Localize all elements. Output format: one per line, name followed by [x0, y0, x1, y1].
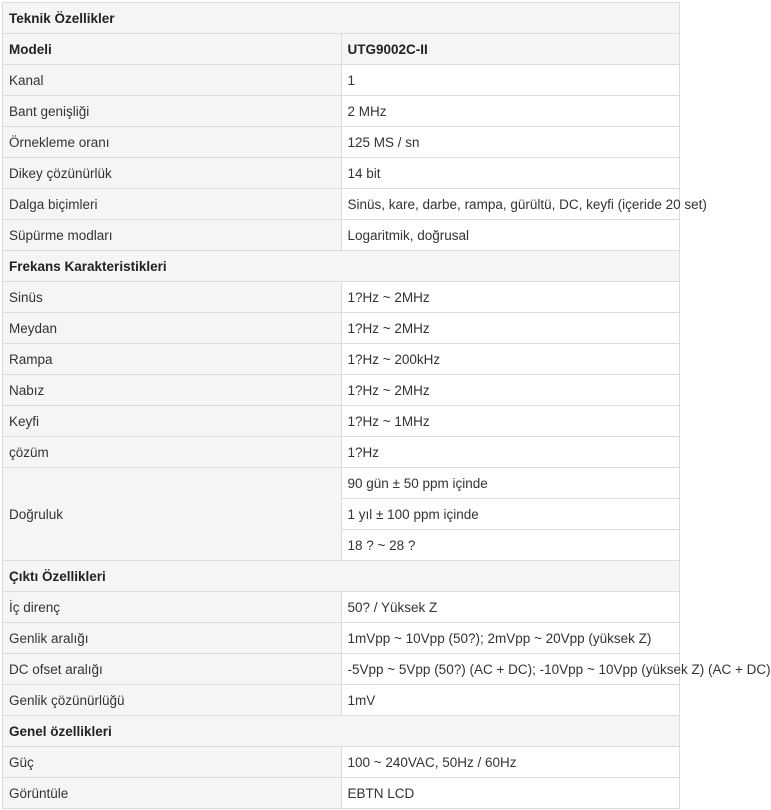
spec-value: 1?Hz ~ 2MHz — [341, 313, 680, 344]
spec-label: Genlik aralığı — [3, 623, 342, 654]
spec-label: Dalga biçimleri — [3, 189, 342, 220]
table-row — [3, 592, 680, 623]
spec-value: 1mVpp ~ 10Vpp (50?); 2mVpp ~ 20Vpp (yüksek Z) — [341, 623, 680, 654]
spec-value: 1?Hz ~ 2MHz — [341, 375, 680, 406]
model-label: Modeli — [3, 34, 342, 65]
spec-value: -5Vpp ~ 5Vpp (50?) (AC + DC); -10Vpp ~ 10Vpp (yüksek Z) (AC + DC) — [341, 654, 680, 685]
section-header-row — [3, 251, 680, 282]
table-row — [3, 34, 680, 65]
spec-value: 125 MS / sn — [341, 127, 680, 158]
spec-label: Dikey çözünürlük — [3, 158, 342, 189]
accuracy-label: Doğruluk — [3, 468, 342, 561]
spec-value: 1?Hz — [341, 437, 680, 468]
spec-label: Rampa — [3, 344, 342, 375]
spec-label: Örnekleme oranı — [3, 127, 342, 158]
accuracy-value: 1 yıl ± 100 ppm içinde — [341, 499, 680, 530]
spec-value: 2 MHz — [341, 96, 680, 127]
table-row — [3, 313, 680, 344]
table-row — [3, 189, 680, 220]
table-row — [3, 375, 680, 406]
table-row — [3, 778, 680, 809]
section-title-general: Genel özellikleri — [3, 716, 680, 747]
table-row — [3, 282, 680, 313]
spec-value: 1mV — [341, 685, 680, 716]
spec-label: Güç — [3, 747, 342, 778]
spec-value: 100 ~ 240VAC, 50Hz / 60Hz — [341, 747, 680, 778]
section-title-frequency: Frekans Karakteristikleri — [3, 251, 680, 282]
section-title-output: Çıktı Özellikleri — [3, 561, 680, 592]
section-header-row — [3, 561, 680, 592]
spec-table — [2, 2, 771, 809]
spec-label: Meydan — [3, 313, 342, 344]
spec-label: Bant genişliği — [3, 96, 342, 127]
table-row — [3, 220, 680, 251]
spec-value: Sinüs, kare, darbe, rampa, gürültü, DC, keyfi (içeride 20 set) — [341, 189, 680, 220]
spec-label: Keyfi — [3, 406, 342, 437]
table-row — [3, 685, 680, 716]
spec-value: 14 bit — [341, 158, 680, 189]
spec-label: Görüntüle — [3, 778, 342, 809]
table-row — [3, 468, 680, 499]
spec-value: 1 — [341, 65, 680, 96]
table-row — [3, 406, 680, 437]
table-row — [3, 623, 680, 654]
spec-label: Sinüs — [3, 282, 342, 313]
table-row — [3, 747, 680, 778]
section-title-technical: Teknik Özellikler — [3, 3, 680, 34]
table-row — [3, 344, 680, 375]
table-row — [3, 654, 680, 685]
spec-value: 50? / Yüksek Z — [341, 592, 680, 623]
spec-value: 1?Hz ~ 1MHz — [341, 406, 680, 437]
table-row — [3, 96, 680, 127]
spec-value: EBTN LCD — [341, 778, 680, 809]
section-header-row — [3, 3, 680, 34]
spec-label: İç direnç — [3, 592, 342, 623]
accuracy-value: 18 ? ~ 28 ? — [341, 530, 680, 561]
section-header-row — [3, 716, 680, 747]
spec-value: 1?Hz ~ 200kHz — [341, 344, 680, 375]
spec-label: Genlik çözünürlüğü — [3, 685, 342, 716]
table-row — [3, 158, 680, 189]
table-row — [3, 437, 680, 468]
accuracy-value: 90 gün ± 50 ppm içinde — [341, 468, 680, 499]
spec-label: çözüm — [3, 437, 342, 468]
model-value: UTG9002C-II — [341, 34, 680, 65]
spec-label: DC ofset aralığı — [3, 654, 342, 685]
spec-label: Süpürme modları — [3, 220, 342, 251]
table-row — [3, 127, 680, 158]
spec-label: Nabız — [3, 375, 342, 406]
spec-value: 1?Hz ~ 2MHz — [341, 282, 680, 313]
table-row — [3, 65, 680, 96]
spec-label: Kanal — [3, 65, 342, 96]
spec-value: Logaritmik, doğrusal — [341, 220, 680, 251]
